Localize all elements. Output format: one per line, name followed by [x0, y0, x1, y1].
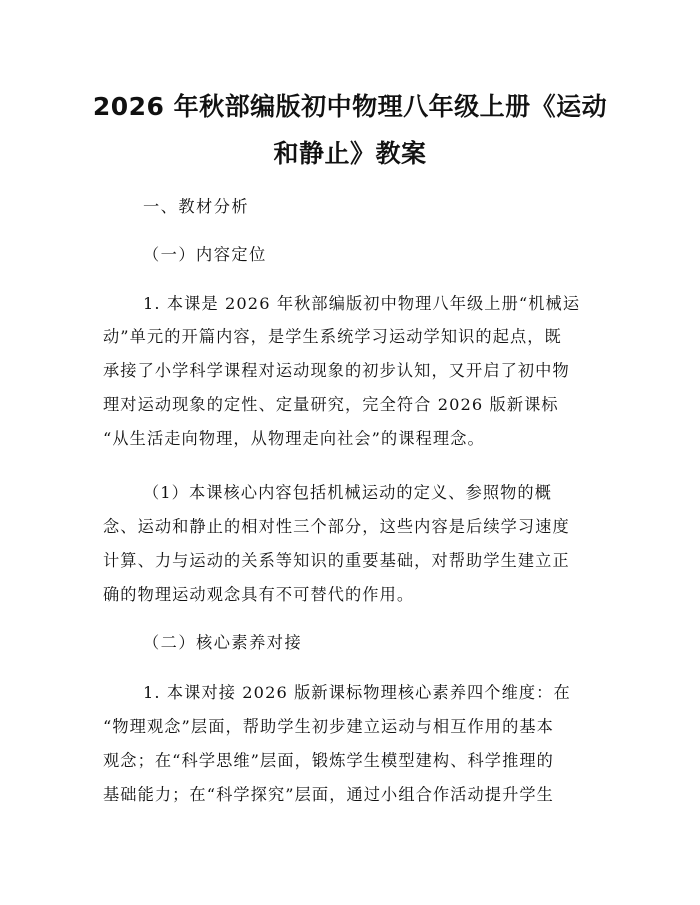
paragraph-line: “从生活走向物理，从物理走向社会”的课程理念。: [103, 429, 485, 448]
paragraph-line: 观念；在“科学思维”层面，锻炼学生模型建构、科学推理的: [103, 751, 554, 770]
paragraph-line: 计算、力与运动的关系等知识的重要基础，对帮助学生建立正: [103, 551, 570, 570]
paragraph-line: 念、运动和静止的相对性三个部分，这些内容是后续学习速度: [103, 517, 570, 536]
paragraph-line: 确的物理运动观念具有不可替代的作用。: [103, 585, 415, 604]
section-heading-materials-analysis: 一、教材分析: [143, 197, 250, 216]
subsection-heading-core-literacy: （二）核心素养对接: [143, 633, 303, 652]
document-title-line-2: 和静止》教案: [273, 139, 427, 168]
paragraph-line: “物理观念”层面，帮助学生初步建立运动与相互作用的基本: [103, 717, 554, 736]
paragraph-line: 基础能力；在“科学探究”层面，通过小组合作活动提升学生: [103, 785, 554, 804]
paragraph-line: （1）本课核心内容包括机械运动的定义、参照物的概: [143, 483, 553, 502]
paragraph-line: 理对运动现象的定性、定量研究，完全符合 2026 版新课标: [103, 395, 559, 414]
document-title-line-1: 2026 年秋部编版初中物理八年级上册《运动: [92, 92, 608, 121]
paragraph-line: 1. 本课是 2026 年秋部编版初中物理八年级上册“机械运: [143, 294, 581, 313]
subsection-heading-content-positioning: （一）内容定位: [143, 245, 267, 264]
paragraph-line: 1. 本课对接 2026 版新课标物理核心素养四个维度：在: [143, 683, 571, 702]
paragraph-line: 动”单元的开篇内容，是学生系统学习运动学知识的起点，既: [103, 327, 562, 346]
paragraph-line: 承接了小学科学课程对运动现象的初步认知，又开启了初中物: [103, 361, 570, 380]
